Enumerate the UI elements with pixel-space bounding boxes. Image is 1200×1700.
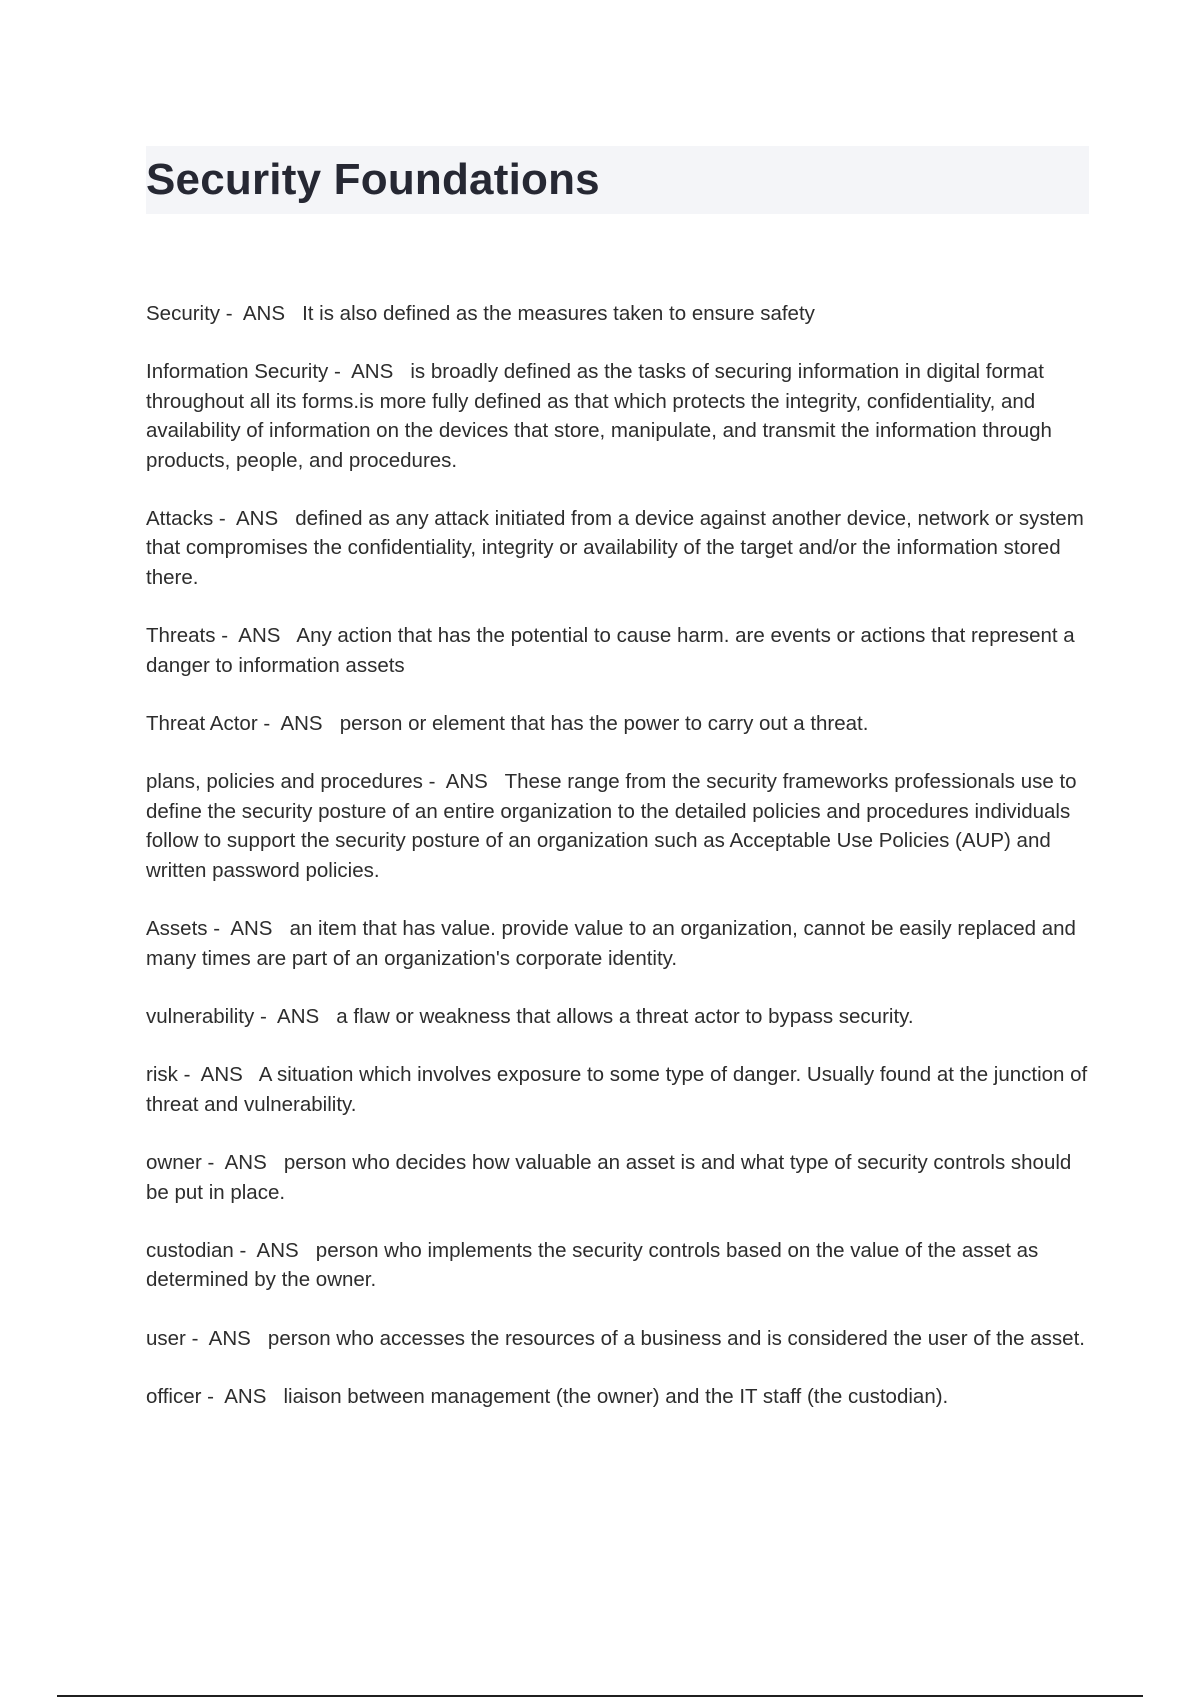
- entry-term: Threat Actor: [146, 712, 258, 736]
- entry-term: Security: [146, 302, 221, 325]
- entry-definition: person who implements the security controls based on the value of the asset as determined by the owner.: [146, 1238, 1044, 1292]
- entry-definition: A situation which involves exposure to some type of danger. Usually found at the junction of threat and vulnerability.: [146, 1063, 1093, 1116]
- entry-definition: defined as any attack initiated from a device against another device, network or system that compromises the confidentiality, integrity or availability of the target and/or the information stored there.: [146, 507, 1090, 589]
- definition-entry: [146, 1324, 1096, 1353]
- page-title: Security Foundations: [146, 155, 600, 204]
- entry-term: vulnerability: [146, 1004, 255, 1028]
- definition-entry: [146, 1382, 1096, 1411]
- definition-entry: [146, 621, 1096, 680]
- entry-separator: - ANS: [257, 712, 340, 736]
- definition-entry: [146, 709, 1096, 738]
- definition-entry: [146, 299, 1096, 328]
- footer-divider: [57, 1695, 1143, 1697]
- definition-entry: [146, 1148, 1096, 1207]
- entry-term: officer: [146, 1385, 202, 1409]
- entry-separator: - ANS: [215, 624, 297, 648]
- entry-separator: - ANS: [201, 1151, 284, 1175]
- entry-separator: - ANS: [177, 1063, 259, 1087]
- definition-list: [146, 299, 1096, 1441]
- entry-definition: person who accesses the resources of a business and is considered the user of the asset.: [267, 1326, 1085, 1350]
- entry-separator: - ANS: [254, 1004, 337, 1028]
- entry-term: custodian: [146, 1238, 234, 1262]
- entry-separator: - ANS: [328, 360, 411, 384]
- definition-entry: [146, 914, 1096, 973]
- entry-definition: is broadly defined as the tasks of securing information in digital format throughout all its forms.is more fully defined as that which protects the integrity, confidentiality, and availability of information on the devices that store, manipulate, and transmit the information through products, people, and procedures.: [146, 360, 1058, 472]
- entry-separator: - ANS: [207, 917, 290, 941]
- entry-definition: Any action that has the potential to cause harm. are events or actions that represent a danger to information assets: [146, 624, 1081, 677]
- entry-term: user: [146, 1326, 186, 1350]
- entry-separator: - ANS: [185, 1326, 268, 1350]
- definition-entry: [146, 1236, 1096, 1295]
- entry-definition: person or element that has the power to carry out a threat.: [339, 712, 869, 736]
- entry-definition: It is also defined as the measures taken to ensure safety: [302, 302, 815, 325]
- definition-entry: [146, 357, 1096, 475]
- entry-term: Attacks: [146, 507, 214, 531]
- entry-separator: - ANS: [220, 302, 303, 325]
- entry-term: plans, policies and procedures: [146, 770, 423, 794]
- entry-term: Threats: [146, 624, 216, 648]
- entry-definition: an item that has value. provide value to an organization, cannot be easily replaced and many times are part of an organization's corporate identity.: [146, 917, 1082, 970]
- definition-entry: [146, 767, 1096, 885]
- entry-separator: - ANS: [201, 1385, 284, 1409]
- entry-definition: a flaw or weakness that allows a threat actor to bypass security.: [336, 1004, 914, 1028]
- entry-separator: - ANS: [213, 507, 296, 531]
- entry-term: Assets: [146, 917, 208, 941]
- title-band: [146, 146, 1089, 214]
- entry-term: Information Security: [146, 360, 329, 384]
- entry-separator: - ANS: [233, 1238, 316, 1262]
- entry-term: owner: [146, 1151, 202, 1175]
- entry-definition: person who decides how valuable an asset is and what type of security controls should be put in place.: [146, 1151, 1078, 1204]
- definition-entry: [146, 1060, 1096, 1119]
- entry-term: risk: [146, 1063, 178, 1087]
- entry-separator: - ANS: [422, 770, 505, 794]
- definition-entry: [146, 1002, 1096, 1031]
- entry-definition: liaison between management (the owner) and the IT staff (the custodian).: [283, 1385, 949, 1409]
- definition-entry: [146, 504, 1096, 592]
- entry-definition: These range from the security frameworks professionals use to define the security posture of an entire organization to the detailed policies and procedures individuals follow to support the security posture of an organization such as Acceptable Use Policies (AUP) and written password policies.: [146, 770, 1083, 882]
